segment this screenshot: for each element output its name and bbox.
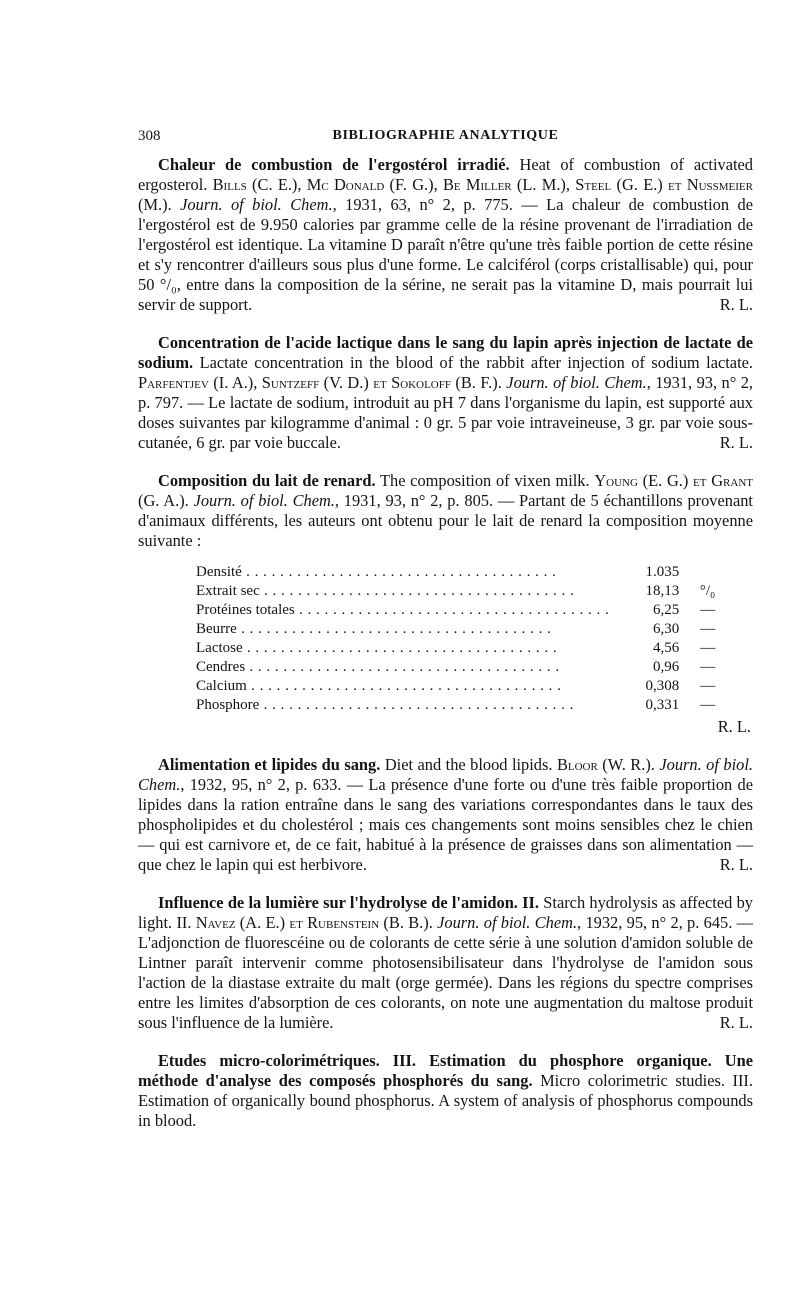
entry-body: — La chaleur de combustion de l'ergostérol est de 9.950 calories par gramme celle de la résine provenant de l'irradiation de l'ergostérol est identique. La vitamine D paraît n'être qu'une très faible portion de cette résine et s'y rencontrer d'ailleurs sous plus d'une forme. Le calciférol (corps cristallisable) qui, pour 50 °/₀, entre dans la composition de la sérine, ne serait pas la vitamine D, mais pourrait lui servir de support. xyxy=(138,195,753,314)
entry-initials: R. L. xyxy=(719,295,753,314)
row-label: Cendres xyxy=(196,659,246,675)
page-number: 308 xyxy=(138,128,161,144)
entry-citation: , 1931, 93, n° 2, p. 797. xyxy=(138,373,754,412)
entry-body: — Le lactate de sodium, introduit au pH 7 dans l'organisme du lapin, est supporté aux doses suivantes par kilogramme d'animal : 0 gr. 5 par voie intraveineuse, 3 gr. par voie sous-cutanée, 6 gr. par voie buccale. xyxy=(138,393,753,452)
row-unit: — xyxy=(700,697,716,713)
row-label-cell xyxy=(196,658,609,677)
row-label-cell xyxy=(196,620,609,639)
abstract-paragraph xyxy=(138,893,753,1033)
entry-title: Concentration de l'acide lactique dans le sang du lapin après injection de lactate de sodium. xyxy=(138,333,753,372)
entry-citation: , 1931, 93, n° 2, p. 805. xyxy=(334,491,494,510)
table-row xyxy=(196,563,715,582)
row-label: Lactose xyxy=(196,640,243,656)
table-row xyxy=(196,696,715,715)
abstract-entry xyxy=(138,333,753,453)
table-row xyxy=(196,677,715,696)
abstract-entry xyxy=(138,471,753,737)
row-label-cell xyxy=(196,582,609,601)
row-unit xyxy=(679,563,715,582)
leader-dots xyxy=(295,602,610,618)
row-label-cell xyxy=(196,601,609,620)
leader-dots xyxy=(260,583,575,599)
entry-english-title: Diet and the blood lipids. xyxy=(380,755,557,774)
row-label-cell xyxy=(196,696,609,715)
composition-table xyxy=(196,563,715,715)
row-label: Phosphore xyxy=(196,697,260,713)
entry-title: Influence de la lumière sur l'hydrolyse de l'amidon. II. xyxy=(158,893,540,912)
entry-english-title: Starch hydrolysis as affected by light. II. xyxy=(138,893,753,932)
entry-authors: Bills (C. E.), Mc Donald (F. G.), Be Miller (L. M.), Steel (G. E.) et Nussmeier (M.). xyxy=(138,175,753,214)
leader-dots xyxy=(243,640,558,656)
entry-journal: Journ. of biol. Chem. xyxy=(506,373,647,392)
leader-dots xyxy=(247,678,562,694)
row-label: Protéines totales xyxy=(196,602,295,618)
row-unit: — xyxy=(700,621,716,637)
row-unit: — xyxy=(700,640,716,656)
table-row xyxy=(196,620,715,639)
entry-journal: Journ. of biol. Chem. xyxy=(193,491,335,510)
entry-authors: Young (E. G.) et Grant (G. A.). xyxy=(138,471,753,510)
entry-english-title: Lactate concentration in the blood of the rabbit after injection of sodium lactate. xyxy=(193,353,753,372)
abstract-paragraph xyxy=(138,333,753,453)
entry-journal: Journ. of biol. Chem. xyxy=(180,195,333,214)
entry-title: Etudes micro-colorimétriques. III. Estimation du phosphore organique. Une méthode d'analyse des composés phosphorés du sang. xyxy=(138,1051,753,1090)
row-value: 0,331 xyxy=(645,697,680,713)
row-unit: — xyxy=(700,602,716,618)
abstract-entry xyxy=(138,893,753,1033)
entry-english-title: Heat of combustion of activated ergosterol. xyxy=(138,155,753,194)
abstract-paragraph xyxy=(138,755,753,875)
row-unit: — xyxy=(700,659,716,675)
row-unit: — xyxy=(700,678,716,694)
entry-body: — L'adjonction de fluorescéine ou de colorants de cette série à une solution d'amidon soluble de Lintner paraît intervenir comme photosensibilisateur dans l'hydrolyse de l'amidon sous l'action de la diastase extraite du malt (orge germée). Dans les régions du spectre comprises entre les limites d'absorption de ces colorants, on note une augmentation du maltose produit sous l'influence de la lumière. xyxy=(138,913,754,1032)
row-label: Extrait sec xyxy=(196,583,260,599)
entry-title: Chaleur de combustion de l'ergostérol irradié. xyxy=(158,155,510,174)
entry-initials: R. L. xyxy=(719,433,753,452)
entry-citation: , 1932, 95, n° 2, p. 633. xyxy=(180,775,342,794)
entry-english-title: Micro colorimetric studies. III. Estimation of organically bound phosphorus. A system of analysis of phosphorus compounds in blood. xyxy=(138,1071,753,1130)
abstracts-column xyxy=(138,155,753,1149)
row-label-cell xyxy=(196,639,609,658)
entry-authors: Navez (A. E.) et Rubenstein (B. B.). xyxy=(195,913,433,932)
abstract-paragraph xyxy=(138,155,753,315)
leader-dots xyxy=(237,621,552,637)
abstract-paragraph xyxy=(138,1051,753,1131)
entry-authors: Parfentjev (I. A.), Suntzeff (V. D.) et Sokoloff (B. F.). xyxy=(138,373,502,392)
abstract-entry xyxy=(138,1051,753,1131)
leader-dots xyxy=(242,564,557,580)
row-value: 1.035 xyxy=(645,564,680,580)
table-row xyxy=(196,658,715,677)
leader-dots xyxy=(259,697,574,713)
entry-initials: R. L. xyxy=(719,855,753,874)
entry-authors: Bloor (W. R.). xyxy=(556,755,655,774)
entry-body: — Partant de 5 échantillons provenant d'animaux différents, les auteurs ont obtenu pour le lait de renard la composition moyenne suivante : xyxy=(138,491,753,550)
entry-title: Alimentation et lipides du sang. xyxy=(158,755,381,774)
row-label: Densité xyxy=(196,564,242,580)
entry-citation: , 1932, 95, n° 2, p. 645. xyxy=(577,913,733,932)
abstract-entry xyxy=(138,755,753,875)
row-label-cell xyxy=(196,563,609,582)
row-value: 6,25 xyxy=(652,602,680,618)
entry-citation: , 1931, 63, n° 2, p. 775. xyxy=(332,195,513,214)
entry-english-title: The composition of vixen milk. xyxy=(375,471,595,490)
row-value: 4,56 xyxy=(652,640,680,656)
entry-initials: R. L. xyxy=(717,717,751,736)
row-label-cell xyxy=(196,677,609,696)
entry-initials: R. L. xyxy=(719,1013,753,1032)
row-label: Calcium xyxy=(196,678,247,694)
entry-journal: Journ. of biol. Chem. xyxy=(138,755,753,794)
row-value: 0,96 xyxy=(652,659,680,675)
running-title: BIBLIOGRAPHIE ANALYTIQUE xyxy=(332,128,559,143)
row-unit: °/₀ xyxy=(699,583,716,599)
row-value: 6,30 xyxy=(652,621,680,637)
table-row xyxy=(196,639,715,658)
entry-body: — La présence d'une forte ou d'une très faible proportion de lipides dans la ration entraîne dans le sang des variations correspondantes dans le taux des phospholipides et du cholestérol ; mais ces changements sont moins sensibles chez le chien — qui est carnivore et, de ce fait, habitué à la présence de graisses dans son alimentation — que chez le lapin qui est herbivore. xyxy=(138,775,753,874)
leader-dots xyxy=(245,659,560,675)
row-value: 18,13 xyxy=(645,583,680,599)
row-value: 0,308 xyxy=(645,678,680,694)
entry-journal: Journ. of biol. Chem. xyxy=(437,913,578,932)
entry-title: Composition du lait de renard. xyxy=(158,471,376,490)
abstract-entry xyxy=(138,155,753,315)
abstract-paragraph xyxy=(138,471,753,551)
table-row xyxy=(196,582,715,601)
row-label: Beurre xyxy=(196,621,237,637)
table-row xyxy=(196,601,715,620)
running-header xyxy=(138,128,753,148)
